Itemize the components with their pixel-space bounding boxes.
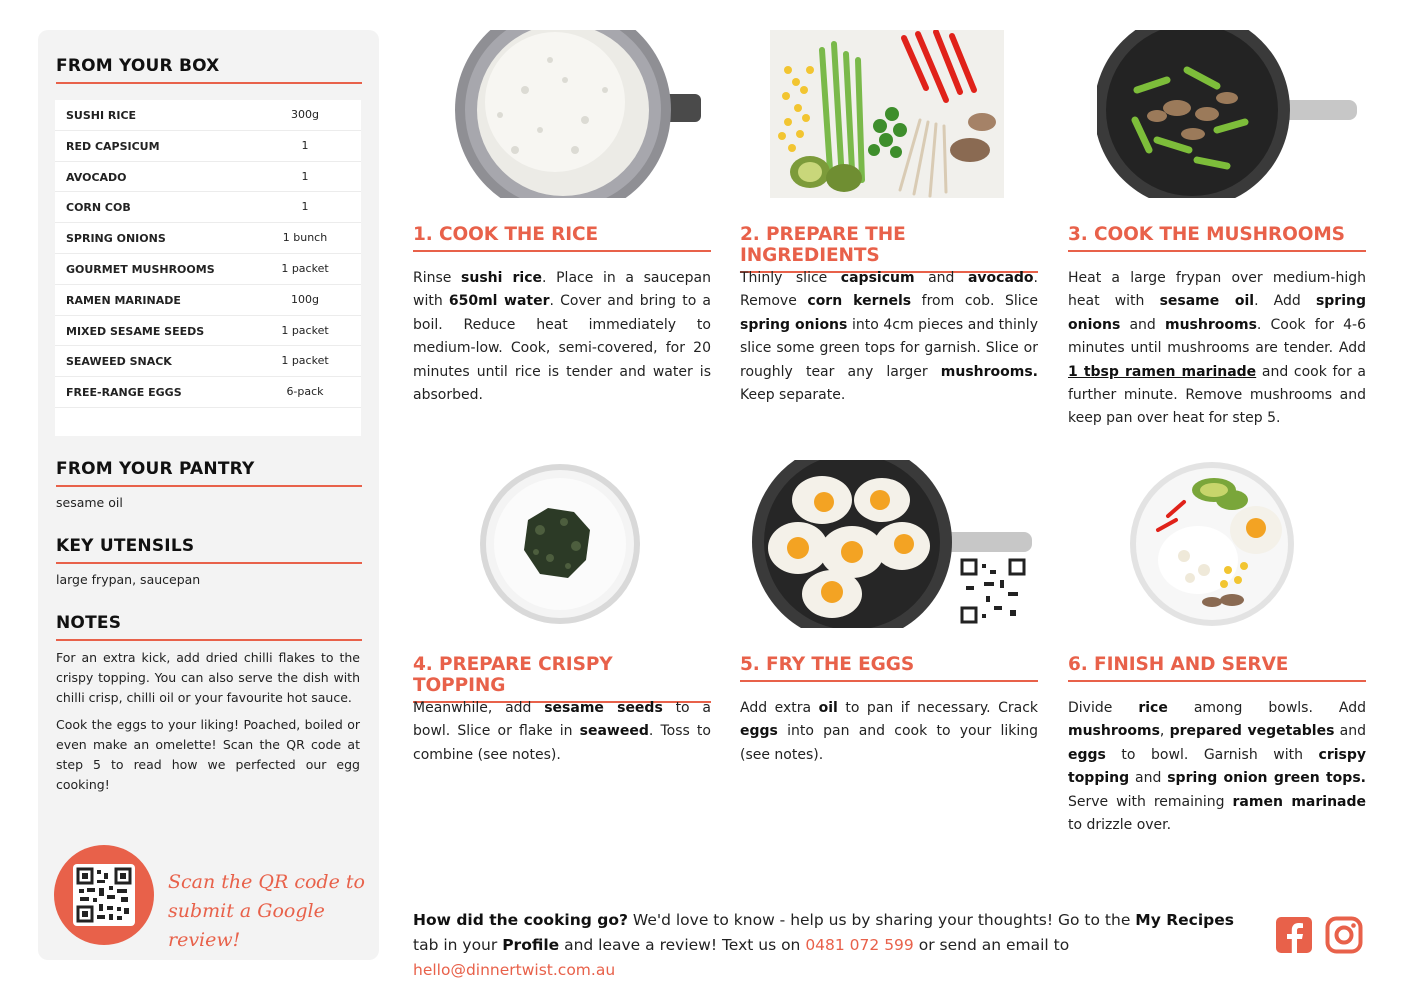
ingredient-name: SUSHI RICE (66, 109, 137, 122)
scan-qr-caption (168, 868, 368, 955)
ingredient-name: GOURMET MUSHROOMS (66, 262, 215, 276)
ingredient-name: SEAWEED SNACK (66, 355, 172, 369)
ingredient-row (55, 346, 361, 377)
notes-heading: NOTES (56, 613, 362, 641)
ingredient-quantity: 1 (301, 200, 309, 214)
ingredient-quantity: 100g (291, 292, 319, 306)
step-1-title: 1. COOK THE RICE (413, 224, 711, 252)
step-5-title: 5. FRY THE EGGS (740, 654, 1038, 682)
ingredient-row (55, 285, 361, 316)
qr-code-icon (73, 864, 135, 926)
email-link[interactable]: hello@dinnertwist.com.au (413, 961, 616, 979)
step-6-body: Divide rice among bowls. Add mushrooms, prepared vegetables and eggs to bowl. Garnish with crispy topping and spring onion green tops. Serve with remaining ramen marinade to drizzle over. (1068, 700, 1366, 834)
ingredient-row (55, 131, 361, 162)
step-4-body: Meanwhile, add sesame seeds to a bowl. Slice or flake in seaweed. Toss to combine (see notes). (413, 700, 711, 763)
footer-text-1: We'd love to know - help us by sharing your thoughts! Go to the (627, 911, 1136, 929)
footer-text-4: or send an email to (913, 936, 1070, 954)
footer-text-2: tab in your (413, 936, 503, 954)
ingredients-table (55, 100, 361, 436)
step-5-body: Add extra oil to pan if necessary. Crack eggs into pan and cook to your liking (see notes). (740, 700, 1039, 763)
chopped-vegetables-icon (770, 30, 1004, 198)
scan-caption-line-1: Scan the QR code to (168, 871, 365, 893)
seaweed-bowl-icon (478, 460, 642, 628)
facebook-icon[interactable] (1275, 916, 1313, 954)
step-2-body: Thinly slice capsicum and avocado. Remove corn kernels from cob. Slice spring onions into 4cm pieces and thinly slice some green tops for garnish. Slice or roughly tear any larger mushrooms. Keep separate. (740, 270, 1038, 404)
step-6-title: 6. FINISH AND SERVE (1068, 654, 1366, 682)
from-your-box-heading: FROM YOUR BOX (56, 56, 362, 84)
ingredient-name: FREE-RANGE EGGS (66, 386, 182, 400)
footer-text-3: and leave a review! Text us on (559, 936, 806, 954)
ingredient-row (55, 100, 361, 131)
note-paragraph-2: Cook the eggs to your liking! Poached, boiled or even make an omelette! Scan the QR code at step 5 to read how we perfected our egg cooking! (56, 717, 360, 792)
ingredient-quantity: 1 (301, 138, 309, 152)
ingredient-row (55, 162, 361, 193)
ingredient-row (55, 254, 361, 285)
ingredient-quantity: 300g (291, 108, 319, 121)
frypan-mushrooms-icon (1097, 30, 1357, 198)
ingredient-name: AVOCADO (66, 170, 127, 184)
ingredient-quantity: 1 bunch (282, 231, 328, 245)
my-recipes-link[interactable]: My Recipes (1135, 911, 1234, 929)
step-4-title: 4. PREPARE CRISPY TOPPING (413, 654, 711, 703)
ingredient-quantity: 1 packet (281, 323, 329, 337)
saucepan-rice-icon (455, 30, 705, 198)
serving-bowl-icon (1128, 460, 1298, 628)
scan-caption-line-2: submit a Google review! (168, 900, 325, 951)
google-review-qr[interactable] (54, 845, 154, 945)
step-2-title: 2. PREPARE THE INGREDIENTS (740, 224, 1038, 273)
profile-link[interactable]: Profile (502, 936, 560, 954)
pantry-text: sesame oil (56, 495, 123, 510)
note-paragraph-1: For an extra kick, add dried chilli flakes to the crispy topping. You can also serve the dish with chilli crisp, chilli oil or your favourite hot sauce. (56, 650, 360, 705)
ingredient-row (55, 192, 361, 223)
ingredient-quantity: 6-pack (286, 385, 324, 399)
key-utensils-heading: KEY UTENSILS (56, 536, 362, 564)
ingredient-row (55, 316, 361, 347)
ingredient-quantity: 1 (301, 169, 309, 183)
ingredient-name: CORN COB (66, 201, 131, 215)
footer-question: How did the cooking go? (413, 911, 628, 929)
ingredient-name: RED CAPSICUM (66, 139, 160, 153)
step-1-body: Rinse sushi rice. Place in a saucepan with 650ml water. Cover and bring to a boil. Reduce heat immediately to medium-low. Cook, semi-covered, for 20 minutes until rice is tender and water is absorbed. (413, 270, 711, 404)
ingredient-row (55, 223, 361, 254)
instagram-icon[interactable] (1325, 916, 1363, 954)
ingredients-sidebar (38, 30, 379, 960)
ingredient-name: RAMEN MARINADE (66, 293, 181, 307)
step-3-body: Heat a large frypan over medium-high heat with sesame oil. Add spring onions and mushrooms. Cook for 4-6 minutes until mushrooms are tender. Add 1 tbsp ramen marinade and cook for a further minute. Remove mushrooms and keep pan over heat for step 5. (1068, 270, 1366, 427)
notes-block (56, 648, 360, 802)
ingredient-quantity: 1 packet (281, 261, 329, 275)
ingredient-name: SPRING ONIONS (66, 232, 166, 246)
ingredient-row (55, 377, 361, 408)
utensils-text: large frypan, saucepan (56, 572, 201, 587)
from-your-pantry-heading: FROM YOUR PANTRY (56, 459, 362, 487)
ingredient-quantity: 1 packet (281, 354, 329, 368)
phone-link[interactable]: 0481 072 599 (805, 936, 914, 954)
ingredient-name: MIXED SESAME SEEDS (66, 324, 205, 338)
feedback-footer (413, 908, 1263, 983)
step-3-title: 3. COOK THE MUSHROOMS (1068, 224, 1366, 252)
fried-eggs-pan-icon (752, 460, 1032, 628)
